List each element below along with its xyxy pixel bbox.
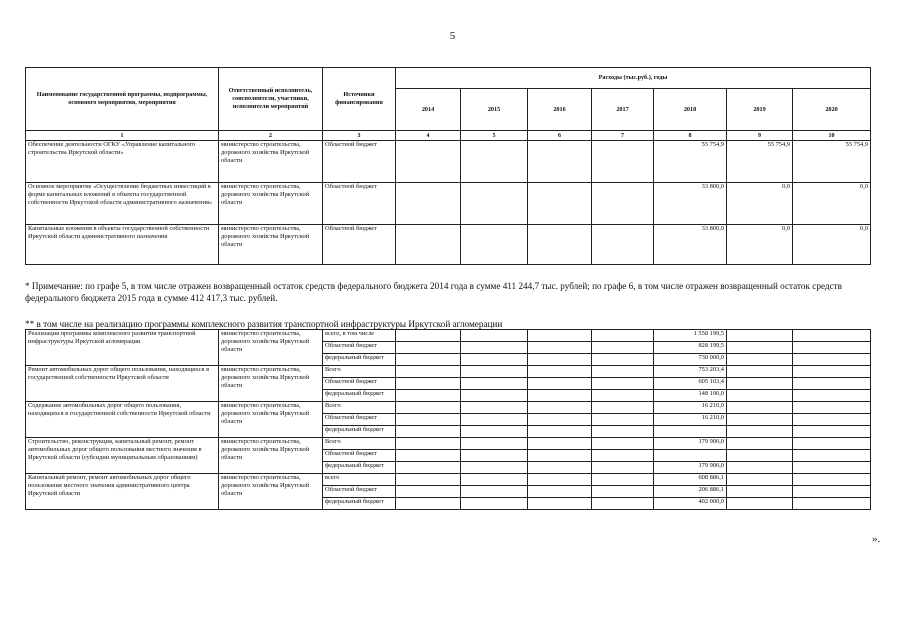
empty-cell [396,390,461,402]
empty-cell [793,426,871,438]
value-cell: 753 203,4 [654,366,727,378]
header-source: Источники финансирования [323,68,396,131]
empty-cell [793,498,871,510]
value-cell [461,183,528,225]
value-cell: 0,0 [793,183,871,225]
empty-cell [793,390,871,402]
funding-source: Всего [323,366,396,378]
empty-cell [528,450,592,462]
empty-cell [793,486,871,498]
header-year: 2016 [528,89,592,131]
footnote-returned-balance: * Примечание: по графе 5, в том числе отражен возвращенный остаток средств федерального бюджета 2014 года в сумме 411 244,7 тыс. рублей; по графе 6, в том числе отражен возвращенный остаток средств федерального бюджета 2015 года в сумме 412 417,3 тыс. рублей. [25,281,843,303]
funding-source: Всего [323,438,396,450]
empty-cell [592,366,654,378]
value-cell [654,426,727,438]
value-cell: 179 900,0 [654,462,727,474]
empty-cell [793,450,871,462]
empty-cell [461,390,528,402]
empty-cell [727,450,793,462]
empty-cell [396,414,461,426]
funding-source: федеральный бюджет [323,462,396,474]
empty-cell [461,438,528,450]
value-cell: 730 000,0 [654,354,727,366]
program-name: Строительство, реконструкция, капитальный ремонт, ремонт автомобильных дорог общего пользования местного значения в Иркутской области (субсидии муниципальным образованиям) [26,438,219,474]
funding-source: Областной бюджет [323,414,396,426]
empty-cell [396,474,461,486]
empty-cell [592,426,654,438]
header-name: Наименование государственной программы, подпрограммы, основного мероприятия, мероприятия [26,68,219,131]
empty-cell [461,330,528,342]
header-year: 2020 [793,89,871,131]
funding-source: Областной бюджет [323,342,396,354]
footnote-agglomeration: ** в том числе на реализацию программы комплексного развития транспортной инфраструктуры Иркутской агломерации [25,319,503,329]
empty-cell [396,366,461,378]
value-cell: 402 000,0 [654,498,727,510]
empty-cell [528,462,592,474]
empty-cell [396,354,461,366]
program-name: Реализация программы комплексного развития транспортной инфраструктуры Иркутской агломерации [26,330,219,366]
column-number: 2 [219,131,323,141]
empty-cell [592,354,654,366]
empty-cell [528,390,592,402]
empty-cell [793,474,871,486]
empty-cell [396,330,461,342]
value-cell [396,141,461,183]
header-year: 2019 [727,89,793,131]
funding-source: федеральный бюджет [323,390,396,402]
value-cell: 0,0 [793,225,871,265]
table-row [26,402,871,414]
empty-cell [528,498,592,510]
empty-cell [461,450,528,462]
empty-cell [793,330,871,342]
empty-cell [727,342,793,354]
empty-cell [592,486,654,498]
value-cell: 608 886,1 [654,474,727,486]
empty-cell [461,342,528,354]
empty-cell [592,402,654,414]
empty-cell [793,414,871,426]
empty-cell [528,342,592,354]
empty-cell [396,462,461,474]
empty-cell [528,402,592,414]
empty-cell [727,402,793,414]
empty-cell [528,378,592,390]
value-cell: 16 210,0 [654,414,727,426]
column-number: 10 [793,131,871,141]
responsible: министерство строительства, дорожного хозяйства Иркутской области [219,225,323,265]
column-number: 5 [461,131,528,141]
header-expenses: Расходы (тыс.руб.), годы [396,68,871,89]
empty-cell [793,462,871,474]
value-cell [461,141,528,183]
expenses-table [25,67,871,265]
funding-source: всего [323,474,396,486]
empty-cell [528,438,592,450]
empty-cell [461,486,528,498]
empty-cell [592,378,654,390]
column-number-row [26,131,871,141]
empty-cell [461,462,528,474]
table-row [26,366,871,378]
header-responsible: Ответственный исполнитель, соисполнители, участники, исполнители мероприятий [219,68,323,131]
value-cell [396,225,461,265]
program-name: Обеспечение деятельности ОГКУ «Управление капитального строительства Иркутской области» [26,141,219,183]
empty-cell [396,402,461,414]
program-name: Капитальные вложения в объекты государственной собственности Иркутской области административного назначения [26,225,219,265]
value-cell: 828 199,5 [654,342,727,354]
responsible: министерство строительства, дорожного хозяйства Иркутской области [219,438,323,474]
header-year: 2018 [654,89,727,131]
table-row [26,438,871,450]
value-cell: 605 103,4 [654,378,727,390]
page-number: 5 [449,30,456,42]
value-cell: 1 558 199,5 [654,330,727,342]
empty-cell [793,402,871,414]
funding-source: Областной бюджет [323,486,396,498]
empty-cell [592,474,654,486]
column-number: 8 [654,131,727,141]
program-name: Капитальный ремонт, ремонт автомобильных дорог общего пользования местного значения административного центра Иркутской области [26,474,219,510]
responsible: министерство строительства, дорожного хозяйства Иркутской области [219,330,323,366]
empty-cell [461,414,528,426]
value-cell [654,450,727,462]
empty-cell [793,378,871,390]
empty-cell [528,474,592,486]
table-row [26,141,871,183]
program-name: Основное мероприятие «Осуществление бюджетных инвестиций в форме капитальных вложений в объекты государственной собственности Иркутской области административного назначения» [26,183,219,225]
table-row [26,183,871,225]
responsible: министерство строительства, дорожного хозяйства Иркутской области [219,402,323,438]
empty-cell [396,450,461,462]
value-cell [528,141,592,183]
empty-cell [592,330,654,342]
empty-cell [727,426,793,438]
empty-cell [793,438,871,450]
funding-source: федеральный бюджет [323,354,396,366]
value-cell: 0,0 [727,183,793,225]
empty-cell [528,414,592,426]
empty-cell [727,330,793,342]
value-cell: 148 100,0 [654,390,727,402]
empty-cell [396,426,461,438]
program-name: Ремонт автомобильных дорог общего пользования, находящихся в государственной собственности Иркутской области [26,366,219,402]
header-year: 2015 [461,89,528,131]
empty-cell [727,366,793,378]
responsible: министерство строительства, дорожного хозяйства Иркутской области [219,183,323,225]
empty-cell [592,390,654,402]
empty-cell [592,498,654,510]
empty-cell [396,438,461,450]
responsible: министерство строительства, дорожного хозяйства Иркутской области [219,474,323,510]
value-cell: 55 754,9 [727,141,793,183]
column-number: 9 [727,131,793,141]
value-cell [461,225,528,265]
value-cell: 55 754,9 [793,141,871,183]
empty-cell [727,498,793,510]
value-cell: 206 886,1 [654,486,727,498]
value-cell [528,183,592,225]
empty-cell [461,426,528,438]
value-cell [592,141,654,183]
empty-cell [396,498,461,510]
empty-cell [592,342,654,354]
column-number: 1 [26,131,219,141]
empty-cell [727,390,793,402]
funding-source: Областной бюджет [323,183,396,225]
value-cell [592,225,654,265]
funding-source: федеральный бюджет [323,498,396,510]
empty-cell [528,354,592,366]
empty-cell [528,486,592,498]
empty-cell [592,462,654,474]
program-name: Содержание автомобильных дорог общего пользования, находящихся в государственной собственности Иркутской области [26,402,219,438]
empty-cell [528,366,592,378]
table-row [26,330,871,342]
funding-source: Областной бюджет [323,450,396,462]
value-cell: 179 900,0 [654,438,727,450]
empty-cell [461,402,528,414]
value-cell [592,183,654,225]
empty-cell [727,474,793,486]
value-cell [528,225,592,265]
empty-cell [461,366,528,378]
empty-cell [528,330,592,342]
value-cell: 33 800,0 [654,183,727,225]
empty-cell [461,474,528,486]
agglomeration-table [25,329,871,510]
funding-source: федеральный бюджет [323,426,396,438]
empty-cell [727,354,793,366]
value-cell: 33 800,0 [654,225,727,265]
header-year: 2017 [592,89,654,131]
empty-cell [727,438,793,450]
value-cell: 16 210,0 [654,402,727,414]
value-cell [396,183,461,225]
column-number: 3 [323,131,396,141]
empty-cell [592,450,654,462]
empty-cell [727,462,793,474]
funding-source: Областной бюджет [323,225,396,265]
empty-cell [396,486,461,498]
value-cell: 55 754,9 [654,141,727,183]
value-cell: 0,0 [727,225,793,265]
empty-cell [592,414,654,426]
header-year: 2014 [396,89,461,131]
column-number: 4 [396,131,461,141]
column-number: 6 [528,131,592,141]
column-number: 7 [592,131,654,141]
empty-cell [461,378,528,390]
table-row [26,474,871,486]
closing-mark: ». [872,533,881,545]
funding-source: Областной бюджет [323,141,396,183]
table-row [26,225,871,265]
funding-source: всего, в том числе [323,330,396,342]
empty-cell [396,378,461,390]
empty-cell [727,378,793,390]
empty-cell [461,354,528,366]
empty-cell [727,486,793,498]
empty-cell [793,342,871,354]
responsible: министерство строительства, дорожного хозяйства Иркутской области [219,141,323,183]
empty-cell [793,366,871,378]
responsible: министерство строительства, дорожного хозяйства Иркутской области [219,366,323,402]
funding-source: Областной бюджет [323,378,396,390]
empty-cell [793,354,871,366]
empty-cell [727,414,793,426]
empty-cell [396,342,461,354]
empty-cell [461,498,528,510]
empty-cell [528,426,592,438]
empty-cell [592,438,654,450]
funding-source: Всего [323,402,396,414]
